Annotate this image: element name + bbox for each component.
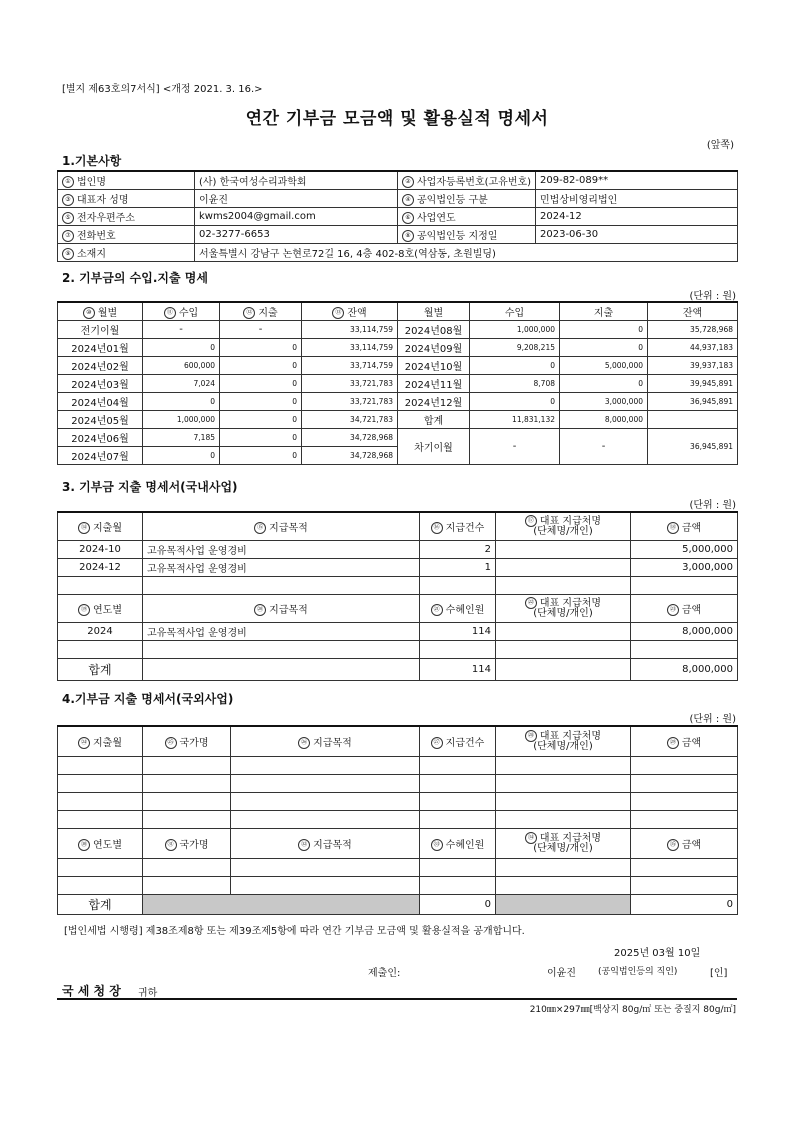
expense-cell: 0 [220,339,302,357]
col-header: ⑭ 지출월 [58,512,143,540]
basic-value: kwms2004@gmail.com [195,208,398,226]
balance-cell: 33,714,759 [302,357,398,375]
balance-cell: 34,728,968 [302,447,398,465]
col-header: ㉗ 지급건수 [420,726,496,756]
month-cell: 2024년05월 [58,411,143,429]
section-income-title: 2. 기부금의 수입.지출 명세 [62,271,208,285]
basic-value: 02-3277-6653 [195,226,398,244]
amount-cell: 3,000,000 [631,558,738,576]
balance-cell: 34,728,968 [302,429,398,447]
expense-cell: 0 [560,339,648,357]
month-cell: 2024년08월 [398,321,470,339]
balance-cell: 33,721,783 [302,375,398,393]
table-row [58,357,738,375]
basic-value: 2023-06-30 [536,226,738,244]
col-header: ㉝ 수혜인원 [420,828,496,858]
total-label-cell: 합계 [398,411,470,429]
col-header: ㉛ 국가명 [143,828,231,858]
col-header: 수입 [470,302,560,321]
basic-info-table [57,170,738,262]
table-row [58,411,738,429]
basic-value: 민법상비영리법인 [536,190,738,208]
basic-value: 209-82-089** [536,171,738,190]
basic-label: ⑧ 공익법인등 지정일 [398,226,536,244]
table-row [58,756,738,774]
month-cell: 2024년03월 [58,375,143,393]
table-row [58,540,738,558]
table-row [58,792,738,810]
income-cell: 0 [143,393,220,411]
page-side-label: (앞쪽) [706,140,734,151]
income-cell: 600,000 [143,357,220,375]
expense-cell: 0 [220,375,302,393]
col-header: ㉜ 지급목적 [231,828,420,858]
expense-cell: 3,000,000 [560,393,648,411]
table-row [58,393,738,411]
income-cell: 7,024 [143,375,220,393]
purpose-cell: 고유목적사업 운영경비 [143,540,420,558]
col-header: 지출 [560,302,648,321]
col-header: ⑫ 지출 [220,302,302,321]
table-row [58,429,738,447]
col-header: ㉚ 연도별 [58,828,143,858]
table-row [58,321,738,339]
expense-total-cell: 8,000,000 [560,411,648,429]
col-header: ㉒ 대표 지급처명 (단체명/개인) [496,594,631,622]
unit-label: (단위 : 원) [689,291,736,302]
purpose-cell: 고유목적사업 운영경비 [143,558,420,576]
table-row [58,640,738,658]
total-people: 114 [420,658,496,680]
expense-cell: 0 [220,429,302,447]
people-cell: 114 [420,622,496,640]
balance-cell: 39,937,183 [648,357,738,375]
recipient-cell [496,622,631,640]
month-cell: 2024년10월 [398,357,470,375]
col-header: ㉓ 금액 [631,594,738,622]
unit-label: (단위 : 원) [689,500,736,511]
col-header: ⑮ 지급목적 [143,512,420,540]
count-cell: 2 [420,540,496,558]
month-cell: 2024년06월 [58,429,143,447]
basic-row [58,244,738,262]
month-cell: 2024년01월 [58,339,143,357]
col-header: ㉘ 대표 지급처명 (단체명/개인) [496,726,631,756]
col-header: ⑩ 월별 [58,302,143,321]
balance-cell: 35,728,968 [648,321,738,339]
total-amount: 0 [631,894,738,914]
income-cell: 0 [470,393,560,411]
col-header: ㉞ 대표 지급처명 (단체명/개인) [496,828,631,858]
total-amount: 8,000,000 [631,658,738,680]
income-cell: 0 [470,357,560,375]
year-cell: 2024 [58,622,143,640]
document-title: 연간 기부금 모금액 및 활용실적 명세서 [245,109,549,129]
shaded-cell [496,894,631,914]
submission-date: 2025년 03월 10일 [614,948,701,959]
total-row [58,894,738,914]
carry-expense-cell: - [560,429,648,465]
month-cell: 2024년12월 [398,393,470,411]
income-cell: 0 [143,447,220,465]
basic-value: 2024-12 [536,208,738,226]
form-number: [별지 제63호의7서식] <개정 2021. 3. 16.> [62,84,263,95]
count-cell: 1 [420,558,496,576]
expense-cell: 0 [560,375,648,393]
table-row [58,774,738,792]
basic-label: ④ 공익법인등 구분 [398,190,536,208]
honorific: 귀하 [138,988,158,999]
amount-cell: 8,000,000 [631,622,738,640]
month-cell: 2024년02월 [58,357,143,375]
income-cell: 9,208,215 [470,339,560,357]
col-header: 잔액 [648,302,738,321]
balance-cell: 44,937,183 [648,339,738,357]
section-domestic-title: 3. 기부금 지출 명세서(국내사업) [62,480,238,494]
month-cell: 전기이월 [58,321,143,339]
legal-note: [법인세법 시행령] 제38조제8항 또는 제39조제5항에 따라 연간 기부금 모금액 및 활용실적을 공개합니다. [64,926,525,937]
submitter-name: 이윤진 [547,968,576,979]
bottom-divider [57,998,737,1000]
purpose-cell: 고유목적사업 운영경비 [143,622,420,640]
month-cell: 2024년04월 [58,393,143,411]
basic-label: ⑨ 소재지 [58,244,195,262]
table-row [58,576,738,594]
basic-label: ② 사업자등록번호(고유번호) [398,171,536,190]
income-cell: 8,708 [470,375,560,393]
basic-label: ⑥ 사업연도 [398,208,536,226]
total-people: 0 [420,894,496,914]
expense-cell: 0 [220,411,302,429]
table-row [58,622,738,640]
col-header: ⑰ 대표 지급처명 (단체명/개인) [496,512,631,540]
table-row [58,858,738,876]
seal-mark: [인] [710,968,728,979]
col-header: 월별 [398,302,470,321]
basic-label: ① 법인명 [58,171,195,190]
recipient-cell [496,558,631,576]
paper-spec: 210㎜×297㎜[백상지 80g/㎡ 또는 중질지 80g/㎡] [529,1005,736,1015]
recipient-cell [496,540,631,558]
overseas-header-row [58,828,738,858]
table-row [58,339,738,357]
month-cell: 2024-12 [58,558,143,576]
table-row [58,876,738,894]
basic-value: (사) 한국여성수리과학회 [195,171,398,190]
balance-cell: 39,945,891 [648,375,738,393]
address-value: 서울특별시 강남구 논현로72길 16, 4층 402-8호(역삼동, 초원빌딩) [195,244,738,262]
expense-cell: 0 [560,321,648,339]
basic-row [58,190,738,208]
recipient: 국 세 청 장 [62,984,121,998]
expense-cell: 5,000,000 [560,357,648,375]
basic-row [58,171,738,190]
submitter-label: 제출인: [368,968,401,979]
col-header: ⑳ 지급목적 [143,594,420,622]
expense-cell: 0 [220,393,302,411]
basic-label: ③ 대표자 성명 [58,190,195,208]
month-cell: 2024년07월 [58,447,143,465]
income-total-cell: 11,831,132 [470,411,560,429]
table-row [58,810,738,828]
month-cell: 2024년09월 [398,339,470,357]
basic-row [58,226,738,244]
table-row [58,375,738,393]
section-basic-title: 1.기본사항 [62,154,122,168]
col-header: ㉕ 국가명 [143,726,231,756]
col-header: ㉙ 금액 [631,726,738,756]
month-cell: 2024년11월 [398,375,470,393]
unit-label: (단위 : 원) [689,714,736,725]
col-header: ⑬ 잔액 [302,302,398,321]
balance-cell: 33,114,759 [302,339,398,357]
col-header: ⑱ 금액 [631,512,738,540]
income-cell: 7,185 [143,429,220,447]
income-cell: 0 [143,339,220,357]
month-cell: 2024-10 [58,540,143,558]
overseas-table [57,725,738,915]
domestic-header-row [58,512,738,540]
carry-balance-cell: 36,945,891 [648,429,738,465]
col-header: ⑲ 연도별 [58,594,143,622]
submitter-role: (공익법인등의 직인) [598,967,678,977]
col-header: ㉑ 수혜인원 [420,594,496,622]
col-header: ⑯ 지급건수 [420,512,496,540]
basic-label: ⑦ 전화번호 [58,226,195,244]
income-cell: - [143,321,220,339]
amount-cell: 5,000,000 [631,540,738,558]
income-cell: 1,000,000 [470,321,560,339]
balance-cell: 34,721,783 [302,411,398,429]
expense-cell: - [220,321,302,339]
shaded-cell [143,894,420,914]
section-overseas-title: 4.기부금 지출 명세서(국외사업) [62,692,234,706]
basic-label: ⑤ 전자우편주소 [58,208,195,226]
domestic-header-row [58,594,738,622]
total-label: 합계 [58,894,143,914]
basic-row [58,208,738,226]
basic-value: 이윤진 [195,190,398,208]
col-header: ㉔ 지출월 [58,726,143,756]
col-header: ㉖ 지급목적 [231,726,420,756]
expense-cell: 0 [220,357,302,375]
carry-label-cell: 차기이월 [398,429,470,465]
total-label: 합계 [58,658,143,680]
income-header-row [58,302,738,321]
overseas-header-row [58,726,738,756]
balance-cell: 36,945,891 [648,393,738,411]
col-header: ⑪ 수입 [143,302,220,321]
total-row [58,658,738,680]
balance-cell [648,411,738,429]
col-header: ㉟ 금액 [631,828,738,858]
balance-cell: 33,114,759 [302,321,398,339]
carry-income-cell: - [470,429,560,465]
table-row [58,558,738,576]
balance-cell: 33,721,783 [302,393,398,411]
income-table [57,301,738,465]
domestic-table [57,511,738,681]
income-cell: 1,000,000 [143,411,220,429]
expense-cell: 0 [220,447,302,465]
